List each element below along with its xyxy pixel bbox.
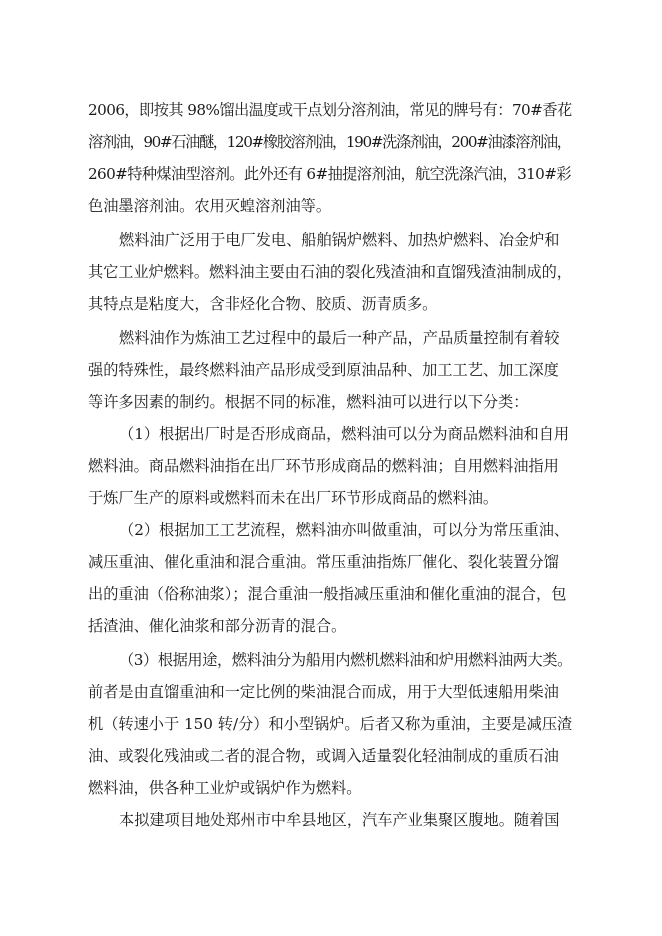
text-line: 减压重油、催化重油和混合重油。常压重油指炼厂催化、裂化装置分馏 [88,553,559,571]
text-line: 强的特殊性，最终燃料油产品形成受到原油品种、加工工艺、加工深度 [88,361,559,379]
text-line: 燃料油作为炼油工艺过程中的最后一种产品，产品质量控制有着较 [119,329,560,347]
text-line: 燃料油，供各种工业炉或锅炉作为燃料。 [88,779,362,797]
text-line: （3）根据用途，燃料油分为船用内燃机燃料油和炉用燃料油两大类。 [119,651,572,669]
text-line: 括渣油、催化油浆和部分沥青的混合。 [88,617,347,635]
text-line: 燃料油广泛用于电厂发电、船舶锅炉燃料、加热炉燃料、冶金炉和 [119,231,560,249]
text-line: （1）根据出厂时是否形成商品，燃料油可以分为商品燃料油和自用 [119,425,570,443]
text-line: （2）根据加工工艺流程，燃料油亦叫做重油，可以分为常压重油、 [119,521,570,539]
text-line: 机（转速小于 150 转/分）和小型锅炉。后者又称为重油，主要是减压渣 [88,715,573,733]
text-line: 其它工业炉燃料。燃料油主要由石油的裂化残渣油和直馏残渣油制成的， [88,263,572,281]
text-line: 2006，即按其 98%馏出温度或干点划分溶剂油，常见的牌号有：70#香花 [88,101,572,119]
text-line: 本拟建项目地处郑州市中牟县地区，汽车产业集聚区腹地。随着国 [119,811,560,829]
text-line: 前者是由直馏重油和一定比例的柴油混合而成，用于大型低速船用柴油 [88,683,559,701]
text-line: 溶剂油，90#石油醚，120#橡胶溶剂油，190#洗涤剂油，200#油漆溶剂油， [88,133,571,151]
text-line: 260#特种煤油型溶剂。此外还有 6#抽提溶剂油，航空洗涤汽油，310#彩 [88,165,571,183]
text-line: 其特点是粘度大，含非烃化合物、胶质、沥青质多。 [88,295,438,313]
text-line: 油、或裂化残油或二者的混合物，或调入适量裂化轻油制成的重质石油 [88,747,559,765]
text-line: 于炼厂生产的原料或燃料而未在出厂环节形成商品的燃料油。 [88,489,499,507]
text-line: 燃料油。商品燃料油指在出厂环节形成商品的燃料油；自用燃料油指用 [88,457,559,475]
text-line: 等许多因素的制约。根据不同的标准，燃料油可以进行以下分类： [88,393,529,411]
text-line: 出的重油（俗称油浆）；混合重油一般指减压重油和催化重油的混合，包 [88,585,567,603]
text-line: 色油墨溶剂油。农用灭蝗溶剂油等。 [88,197,331,215]
